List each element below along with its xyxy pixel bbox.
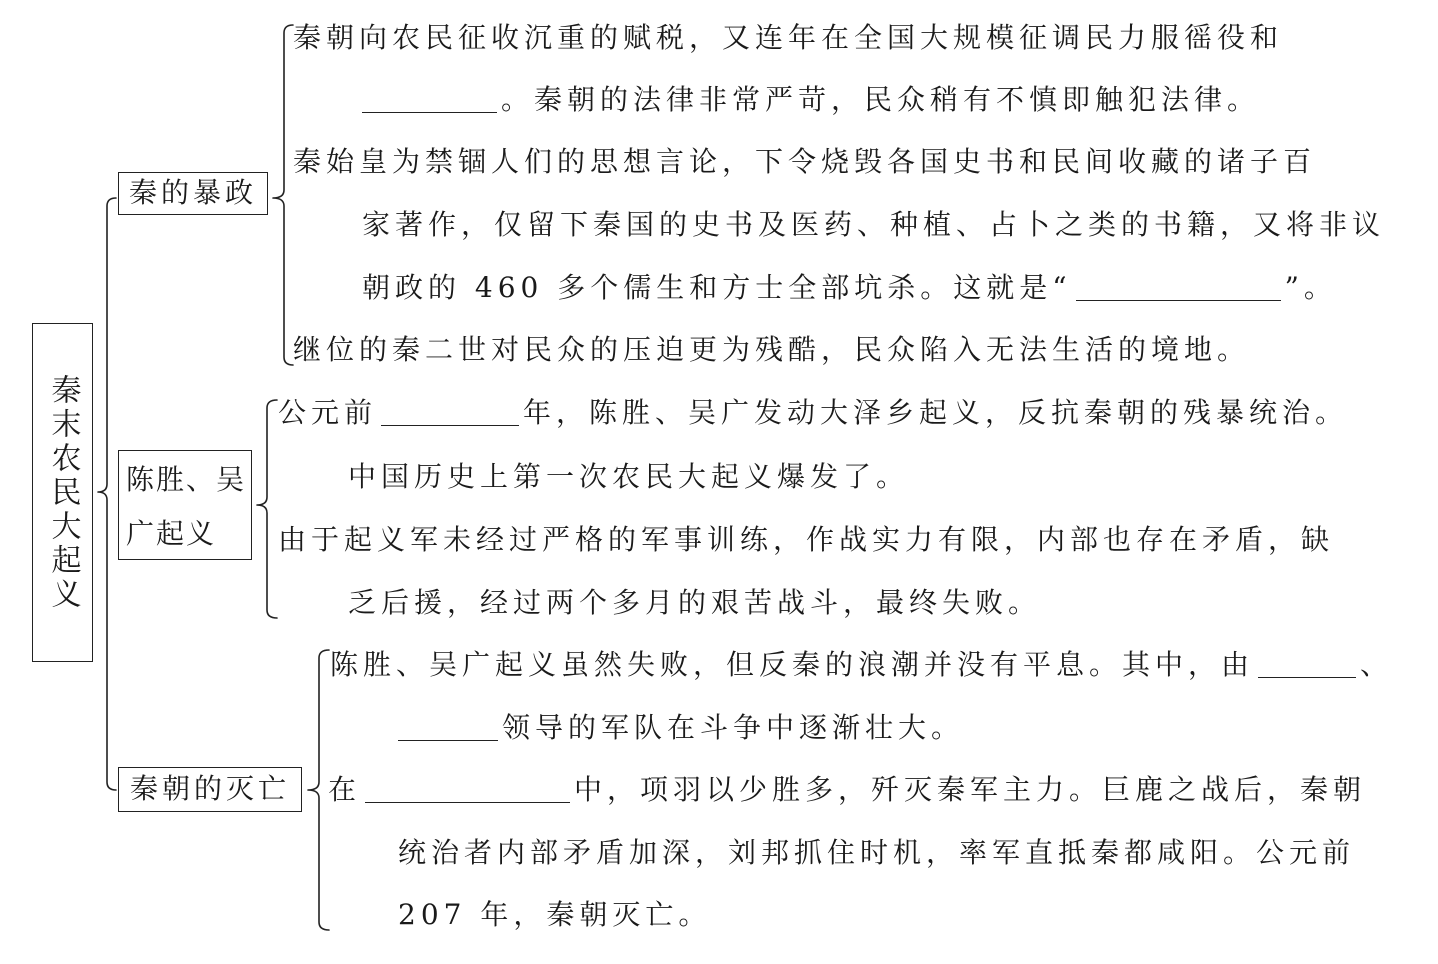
answer-blank [398,710,498,741]
text-segment: 乏后援，经过两个多月的艰苦战斗，最终失败。 [348,586,1042,619]
uprising-point-2-line-2 [348,583,1041,623]
text-segment: 秦始皇为禁锢人们的思想言论，下令烧毁各国史书和民间收藏的诸子百 [293,145,1317,178]
uprising-point-2-line-1 [278,520,1334,560]
text-segment: 领导的军队在斗争中逐渐壮大。 [502,711,965,744]
answer-blank [381,395,519,426]
answer-blank [1076,270,1281,301]
tyranny-point-3-line-1 [293,330,1250,370]
fall-point-2-line-1 [328,770,1366,810]
text-segment: 秦朝向农民征收沉重的赋税，又连年在全国大规模征调民力服徭役和 [293,21,1284,54]
uprising-node [118,450,252,560]
text-segment: 中国历史上第一次农民大起义爆发了。 [348,460,910,493]
text-segment: 公元前 [278,396,378,429]
text-segment: ”。 [1284,271,1337,304]
uprising-point-1-line-1 [278,393,1348,433]
fall-point-2-line-2 [398,833,1355,873]
fall-bracket [308,650,329,930]
text-segment: 年，陈胜、吴广发动大泽乡起义，反抗秦朝的残暴统治。 [523,396,1349,429]
text-segment: 统治者内部矛盾加深，刘邦抓住时机，率军直抵秦都咸阳。公元前 [398,836,1356,869]
tyranny-point-1-line-1 [293,18,1283,58]
text-segment: 、 [1360,648,1394,681]
text-segment: 由于起义军未经过严格的军事训练，作战实力有限，内部也存在矛盾，缺 [278,523,1335,556]
tyranny-node: 秦的暴政 [118,172,268,215]
fall-point-2-line-3 [398,895,711,935]
tyranny-bracket [273,25,293,365]
text-segment: 207 年，秦朝灭亡。 [398,898,712,931]
text-segment: 家著作，仅留下秦国的史书及医药、种植、占卜之类的书籍，又将非议 [362,208,1386,241]
text-segment: 陈胜、吴广起义虽然失败，但反秦的浪潮并没有平息。其中，由 [330,648,1255,681]
text-segment: 。秦朝的法律非常严苛，民众稍有不慎即触犯法律。 [501,83,1261,116]
fall-node: 秦朝的灭亡 [118,767,302,812]
text-segment: 在 [328,773,362,806]
root-node [32,323,93,662]
tyranny-point-2-line-1 [293,142,1316,182]
uprising-label-line: 广起义 [126,517,217,550]
answer-blank [1258,647,1356,678]
tyranny-point-2-line-3 [362,268,1337,308]
root-bracket [98,198,116,790]
text-segment: 中，项羽以少胜多，歼灭秦军主力。巨鹿之战后，秦朝 [574,773,1367,806]
fall-point-1-line-2 [394,708,964,748]
tyranny-point-1-line-2 [358,80,1260,120]
uprising-label-line: 陈胜、吴 [126,463,247,496]
tyranny-point-2-line-2 [362,205,1385,245]
answer-blank [362,82,497,113]
fall-point-1-line-1 [330,645,1393,685]
answer-blank [365,772,570,803]
text-segment: 继位的秦二世对民众的压迫更为残酷，民众陷入无法生活的境地。 [293,333,1251,366]
uprising-point-1-line-2 [348,457,909,497]
root-label: 秦末农民大起义 [45,373,81,612]
uprising-bracket [257,400,277,618]
text-segment: 朝政的 460 多个儒生和方士全部坑杀。这就是“ [362,271,1072,304]
